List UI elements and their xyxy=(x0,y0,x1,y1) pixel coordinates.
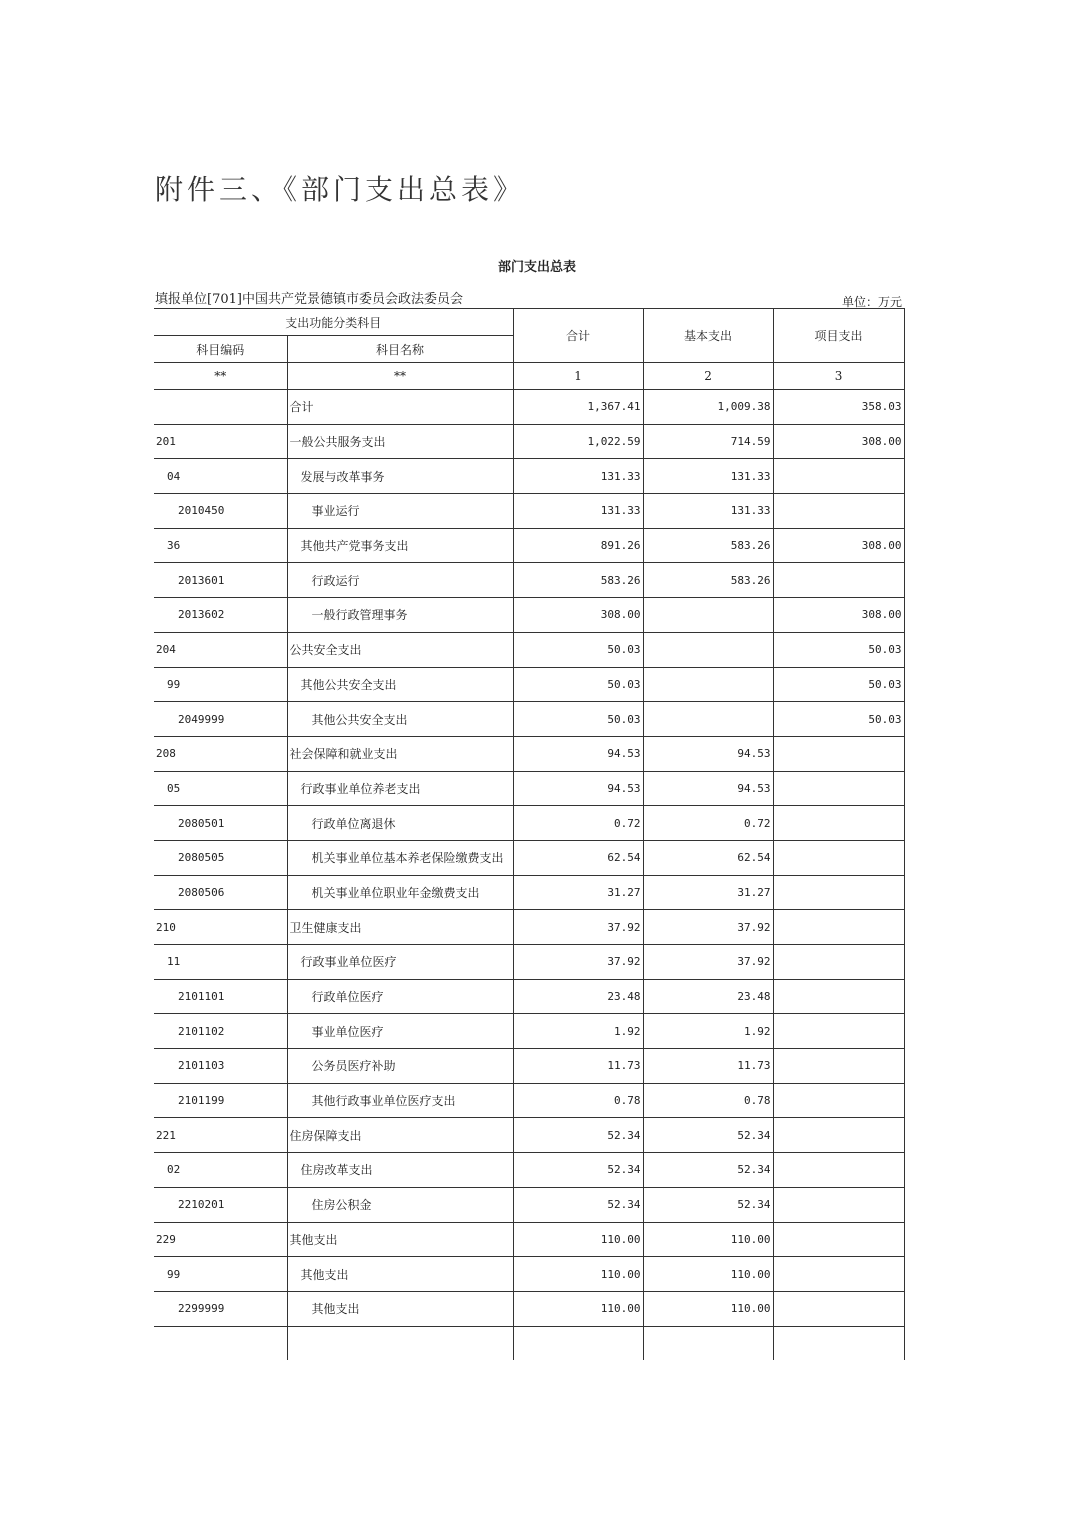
row-project xyxy=(773,806,904,841)
row-name: 其他公共安全支出 xyxy=(287,702,513,737)
row-code: 2013601 xyxy=(154,563,287,598)
row-total xyxy=(513,1326,643,1360)
row-total: 0.72 xyxy=(513,806,643,841)
row-total: 23.48 xyxy=(513,979,643,1014)
row-name: 社会保障和就业支出 xyxy=(287,736,513,771)
row-project xyxy=(773,563,904,598)
row-name: 行政单位医疗 xyxy=(287,979,513,1014)
table-row xyxy=(154,1153,904,1188)
row-code: 2101101 xyxy=(154,979,287,1014)
row-name: 机关事业单位职业年金缴费支出 xyxy=(287,875,513,910)
row-name: 一般行政管理事务 xyxy=(287,598,513,633)
row-project xyxy=(773,1153,904,1188)
table-row xyxy=(154,424,904,459)
row-total: 94.53 xyxy=(513,736,643,771)
table-row xyxy=(154,945,904,980)
row-project xyxy=(773,979,904,1014)
row-code: 05 xyxy=(154,771,287,806)
row-basic: 131.33 xyxy=(643,459,773,494)
row-project xyxy=(773,875,904,910)
row-name: 其他支出 xyxy=(287,1257,513,1292)
row-code: 2080506 xyxy=(154,875,287,910)
row-name: 住房改革支出 xyxy=(287,1153,513,1188)
table-row xyxy=(154,736,904,771)
table-row xyxy=(154,840,904,875)
row-basic: 11.73 xyxy=(643,1049,773,1084)
row-code: 229 xyxy=(154,1222,287,1257)
currency-unit: 单位：万元 xyxy=(841,295,902,309)
row-basic: 37.92 xyxy=(643,945,773,980)
row-project xyxy=(773,840,904,875)
row-total: 31.27 xyxy=(513,875,643,910)
row-total: 110.00 xyxy=(513,1222,643,1257)
row-basic: 1.92 xyxy=(643,1014,773,1049)
row-code xyxy=(154,1326,287,1360)
row-code: 208 xyxy=(154,736,287,771)
row-code: 2101102 xyxy=(154,1014,287,1049)
row-name: 行政单位离退休 xyxy=(287,806,513,841)
row-total: 37.92 xyxy=(513,910,643,945)
row-basic: 52.34 xyxy=(643,1153,773,1188)
row-project: 358.03 xyxy=(773,390,904,425)
row-total: 110.00 xyxy=(513,1291,643,1326)
index-3: 3 xyxy=(773,363,904,390)
row-total: 131.33 xyxy=(513,459,643,494)
row-total: 308.00 xyxy=(513,598,643,633)
row-project: 50.03 xyxy=(773,667,904,702)
header-name: 科目名称 xyxy=(287,336,513,363)
row-project: 50.03 xyxy=(773,632,904,667)
table-row xyxy=(154,1049,904,1084)
row-project: 308.00 xyxy=(773,598,904,633)
row-basic: 1,009.38 xyxy=(643,390,773,425)
row-project xyxy=(773,1187,904,1222)
row-total: 94.53 xyxy=(513,771,643,806)
row-project xyxy=(773,494,904,529)
row-code: 201 xyxy=(154,424,287,459)
row-total: 52.34 xyxy=(513,1118,643,1153)
header-total: 合计 xyxy=(513,309,643,363)
row-total: 110.00 xyxy=(513,1257,643,1292)
row-name: 行政事业单位养老支出 xyxy=(287,771,513,806)
table-row xyxy=(154,875,904,910)
table-row xyxy=(154,494,904,529)
row-name: 一般公共服务支出 xyxy=(287,424,513,459)
row-name: 行政事业单位医疗 xyxy=(287,945,513,980)
row-code: 2101103 xyxy=(154,1049,287,1084)
row-basic: 94.53 xyxy=(643,736,773,771)
row-total: 583.26 xyxy=(513,563,643,598)
table-row xyxy=(154,910,904,945)
row-total: 11.73 xyxy=(513,1049,643,1084)
table-row xyxy=(154,702,904,737)
row-name xyxy=(287,1326,513,1360)
row-project xyxy=(773,459,904,494)
table-row xyxy=(154,1118,904,1153)
row-project xyxy=(773,771,904,806)
row-project xyxy=(773,945,904,980)
row-basic xyxy=(643,667,773,702)
header-code: 科目编码 xyxy=(154,336,287,363)
row-project xyxy=(773,910,904,945)
row-total: 891.26 xyxy=(513,528,643,563)
row-name: 事业单位医疗 xyxy=(287,1014,513,1049)
row-total: 50.03 xyxy=(513,667,643,702)
row-code xyxy=(154,390,287,425)
row-total: 62.54 xyxy=(513,840,643,875)
row-code: 2299999 xyxy=(154,1291,287,1326)
table-row xyxy=(154,1291,904,1326)
row-total: 50.03 xyxy=(513,702,643,737)
table-row xyxy=(154,1187,904,1222)
table-row xyxy=(154,563,904,598)
table-row xyxy=(154,1083,904,1118)
row-name: 住房保障支出 xyxy=(287,1118,513,1153)
row-name: 事业运行 xyxy=(287,494,513,529)
row-name: 行政运行 xyxy=(287,563,513,598)
row-basic: 31.27 xyxy=(643,875,773,910)
table-row xyxy=(154,806,904,841)
row-name: 机关事业单位基本养老保险缴费支出 xyxy=(287,840,513,875)
row-basic: 583.26 xyxy=(643,563,773,598)
row-name: 住房公积金 xyxy=(287,1187,513,1222)
row-name: 其他支出 xyxy=(287,1222,513,1257)
row-basic: 62.54 xyxy=(643,840,773,875)
table-row xyxy=(154,632,904,667)
header-project: 项目支出 xyxy=(773,309,904,363)
row-project xyxy=(773,1014,904,1049)
row-basic xyxy=(643,702,773,737)
index-2: 2 xyxy=(643,363,773,390)
header-group: 支出功能分类科目 xyxy=(154,309,513,336)
index-1: 1 xyxy=(513,363,643,390)
row-basic: 583.26 xyxy=(643,528,773,563)
table-row xyxy=(154,1014,904,1049)
expenditure-table xyxy=(154,308,905,1360)
row-project: 308.00 xyxy=(773,528,904,563)
row-total: 52.34 xyxy=(513,1187,643,1222)
row-basic: 23.48 xyxy=(643,979,773,1014)
table-row xyxy=(154,1222,904,1257)
row-basic: 110.00 xyxy=(643,1222,773,1257)
row-code: 2080505 xyxy=(154,840,287,875)
row-total: 37.92 xyxy=(513,945,643,980)
row-name: 其他共产党事务支出 xyxy=(287,528,513,563)
row-name: 公务员医疗补助 xyxy=(287,1049,513,1084)
row-project xyxy=(773,1083,904,1118)
row-name: 其他行政事业单位医疗支出 xyxy=(287,1083,513,1118)
row-code: 2101199 xyxy=(154,1083,287,1118)
row-project xyxy=(773,1222,904,1257)
row-project xyxy=(773,1326,904,1360)
row-code: 221 xyxy=(154,1118,287,1153)
row-name: 卫生健康支出 xyxy=(287,910,513,945)
row-name: 其他公共安全支出 xyxy=(287,667,513,702)
row-code: 2210201 xyxy=(154,1187,287,1222)
header-basic: 基本支出 xyxy=(643,309,773,363)
row-basic: 131.33 xyxy=(643,494,773,529)
row-total: 0.78 xyxy=(513,1083,643,1118)
row-total: 52.34 xyxy=(513,1153,643,1188)
row-code: 204 xyxy=(154,632,287,667)
row-project xyxy=(773,1257,904,1292)
row-project: 50.03 xyxy=(773,702,904,737)
row-code: 2010450 xyxy=(154,494,287,529)
index-name: ** xyxy=(287,363,513,390)
table-row xyxy=(154,771,904,806)
row-basic xyxy=(643,598,773,633)
table-row xyxy=(154,1257,904,1292)
row-basic: 94.53 xyxy=(643,771,773,806)
row-code: 2013602 xyxy=(154,598,287,633)
row-total: 1.92 xyxy=(513,1014,643,1049)
row-code: 2080501 xyxy=(154,806,287,841)
row-project xyxy=(773,1291,904,1326)
row-basic xyxy=(643,1326,773,1360)
row-project: 308.00 xyxy=(773,424,904,459)
table-row xyxy=(154,979,904,1014)
row-code: 04 xyxy=(154,459,287,494)
table-row xyxy=(154,459,904,494)
row-total: 1,022.59 xyxy=(513,424,643,459)
row-basic: 110.00 xyxy=(643,1257,773,1292)
row-basic: 52.34 xyxy=(643,1187,773,1222)
table-row xyxy=(154,390,904,425)
row-total: 1,367.41 xyxy=(513,390,643,425)
table-row xyxy=(154,1326,904,1360)
table-row xyxy=(154,667,904,702)
row-code: 2049999 xyxy=(154,702,287,737)
row-total: 50.03 xyxy=(513,632,643,667)
row-code: 11 xyxy=(154,945,287,980)
table-title: 部门支出总表 xyxy=(497,260,576,275)
row-name: 其他支出 xyxy=(287,1291,513,1326)
row-code: 36 xyxy=(154,528,287,563)
row-code: 99 xyxy=(154,1257,287,1292)
table-row xyxy=(154,528,904,563)
row-basic xyxy=(643,632,773,667)
row-basic: 0.78 xyxy=(643,1083,773,1118)
row-project xyxy=(773,736,904,771)
row-basic: 714.59 xyxy=(643,424,773,459)
row-name: 发展与改革事务 xyxy=(287,459,513,494)
row-project xyxy=(773,1049,904,1084)
document-heading: 附件三、《部门支出总表》 xyxy=(155,173,526,206)
row-project xyxy=(773,1118,904,1153)
row-code: 99 xyxy=(154,667,287,702)
row-code: 02 xyxy=(154,1153,287,1188)
row-basic: 37.92 xyxy=(643,910,773,945)
reporting-unit: 填报单位[701]中国共产党景德镇市委员会政法委员会 xyxy=(155,292,463,307)
row-basic: 110.00 xyxy=(643,1291,773,1326)
row-basic: 52.34 xyxy=(643,1118,773,1153)
row-total: 131.33 xyxy=(513,494,643,529)
row-code: 210 xyxy=(154,910,287,945)
table-row xyxy=(154,598,904,633)
row-name: 合计 xyxy=(287,390,513,425)
index-code: ** xyxy=(154,363,287,390)
row-basic: 0.72 xyxy=(643,806,773,841)
row-name: 公共安全支出 xyxy=(287,632,513,667)
